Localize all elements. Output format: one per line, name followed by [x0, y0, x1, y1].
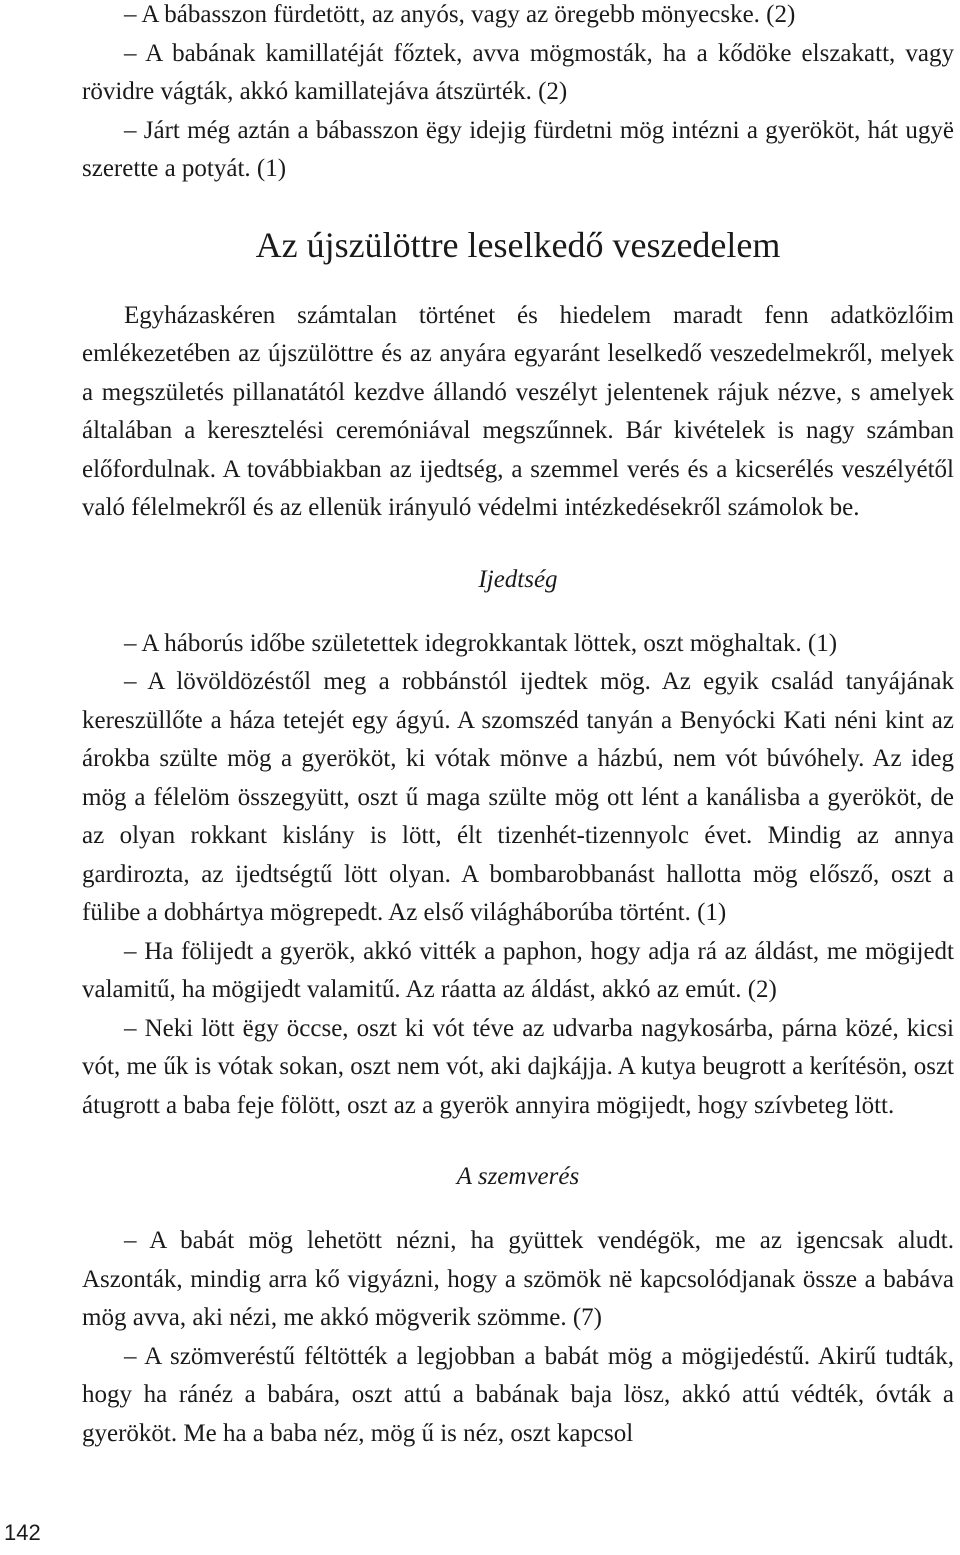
dialog-paragraph: – A lövöldözéstől meg a robbánstól ijedtek mög. Az egyik család tanyájának kereszüllőte a háza tetejét egy ágyú. A szomszéd tanyán a Benyócki Kati néni kint az árokba szülte mög a gyerököt, ki vótak mönve a házbú, nem vót búvóhely. Az ideg mög a félelöm összegyütt, oszt ű maga szülte mög ott lént a kanálisba a gyerököt, de az olyan rokkant kislány is lött, élt tizenhét-tizennyolc évet. Mindig az annya gardirozta, az ijedtségtű lött olyan. A bombarobbanást hallotta mög elősző, oszt a fülibe a dobhártya mögrepedt. Az első világháborúba történt. (1)	[82, 668, 954, 926]
body-paragraph: Egyházaskéren számtalan történet és hiedelem maradt fenn adatközlőim emlékezetében az újszülöttre és az anyára egyaránt leselkedő veszedelmekről, melyek a megszületés pillanatától kezdve állandó veszélyt jelentenek rájuk nézve, s amelyek általában a keresztelési ceremóniával megszűnnek. Bár kivételek is nagy számban előfordulnak. A továbbiakban az ijedtség, a szemmel verés és a kicserélés veszélyétől való félelmekről és az ellenük irányuló védelmi intézkedésekről számolok be.	[82, 301, 954, 521]
szemveres-block	[82, 1222, 954, 1453]
dialog-paragraph: – A babát mög lehetött nézni, ha gyüttek vendégök, me az igencsak aludt. Aszonták, mindig arra kő vigyázni, hogy a szömök në kapcsolódjanak össze a babáva mög avva, aki nézi, me akkó mögverik szömme. (7)	[82, 1227, 954, 1331]
ijedtseg-block	[82, 625, 954, 1126]
dialog-paragraph: – Járt még aztán a bábasszon ëgy idejig fürdetni mög intézni a gyerököt, hát ugyë szerette a potyát. (1)	[82, 116, 954, 182]
subheading-szemveres: A szemverés	[456, 1163, 580, 1190]
dialog-paragraph: – A háborús időbe születettek idegrokkantak löttek, oszt möghaltak. (1)	[124, 629, 838, 657]
dialog-paragraph: – Ha fölijedt a gyerök, akkó vitték a paphon, hogy adja rá az áldást, me mögijedt valamitű, ha mögijedt valamitű. Az ráatta az áldást, akkó az emút. (2)	[82, 937, 954, 1003]
section-heading: Az újszülöttre leselkedő veszedelem	[255, 224, 781, 265]
intro-block	[82, 0, 954, 189]
document-page	[82, 0, 954, 1453]
dialog-paragraph: – A babának kamillatéját főztek, avva mögmosták, ha a kődöke elszakatt, vagy rövidre vágták, akkó kamillatejáva átszürték. (2)	[82, 39, 954, 105]
dialog-paragraph: – Neki lött ëgy öccse, oszt ki vót téve az udvarba nagykosárba, párna közé, kicsi vót, me űk is vótak sokan, oszt nem vót, aki dajkájja. A kutya beugrott a kerítésön, oszt átugrott a baba feje fölött, oszt az a gyerök annyira mögijedt, hogy szívbeteg lött.	[82, 1014, 954, 1119]
subheading-ijedtseg: Ijedtség	[478, 565, 558, 593]
dialog-paragraph: – A szömveréstű féltötték a legjobban a babát mög a mögijedéstű. Akirű tudták, hogy ha ránéz a babára, oszt attú a babának baja lösz, akkó attú védték, óvták a gyerököt. Me ha a baba néz, mög ű is néz, oszt kapcsol	[82, 1342, 954, 1447]
page-number: 142	[4, 1520, 41, 1545]
dialog-paragraph: – A bábasszon fürdetött, az anyós, vagy az öregebb mönyecske. (2)	[124, 1, 796, 28]
